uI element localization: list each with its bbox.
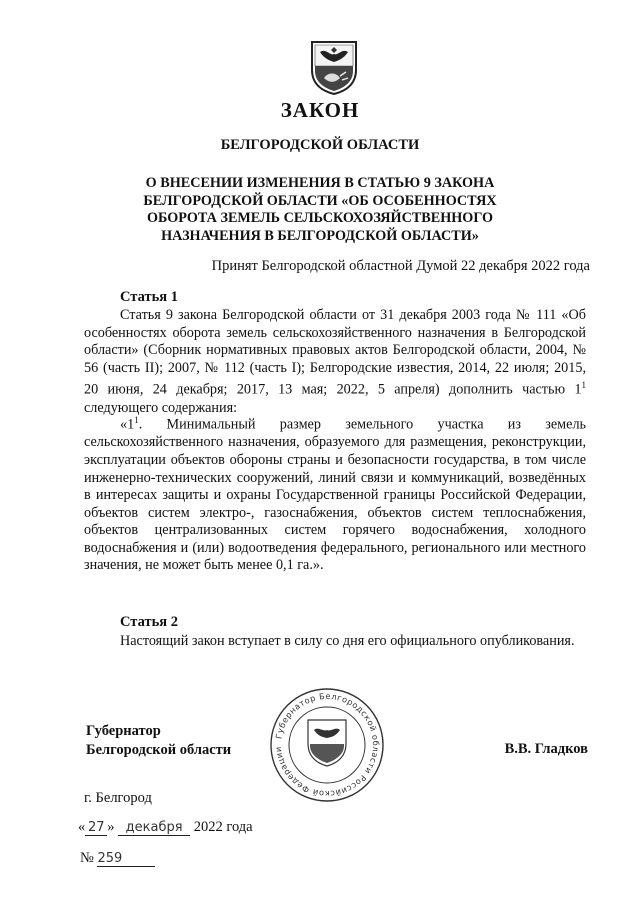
- law-heading-line: БЕЛГОРОДСКОЙ ОБЛАСТИ «ОБ ОСОБЕННОСТЯХ: [143, 192, 497, 209]
- official-seal-stamp: [268, 686, 386, 804]
- law-number-value: 259: [97, 851, 155, 867]
- superscript: 1: [581, 380, 586, 391]
- open-quote: «: [78, 819, 86, 835]
- quote-part-number: «1: [120, 416, 135, 433]
- close-quote: »: [107, 819, 115, 835]
- law-heading-line: ОБОРОТА ЗЕМЕЛЬ СЕЛЬСКОХОЗЯЙСТВЕННОГО: [146, 210, 494, 226]
- law-number: [80, 850, 155, 867]
- article-1-paragraph-2: [84, 412, 586, 575]
- document-type-title: ЗАКОН: [280, 98, 360, 122]
- law-heading-line: О ВНЕСЕНИИ ИЗМЕНЕНИЯ В СТАТЬЮ 9 ЗАКОНА: [145, 175, 495, 191]
- law-heading: [120, 175, 520, 245]
- article-1-paragraph-2-text: . Минимальный размер земельного участка из земель сельскохозяйственного назначения, образуемого для размещения, реконструкции, эксплуатации объектов обороны страны и безопасности государства, в том числе инженерно-технических сооружений, линий связи и коммуникаций, возведённых в интересах защиты и охраны Государственной границы Российской Федерации, объектов систем электро-, газоснабжения, объектов систем теплоснабжения, объектов централизованных систем горячего водоснабжения, холодного водоснабжения и (или) водоотведения федерального, регионального или местного значения, не может быть менее 0,1 га.».: [84, 416, 586, 574]
- signatory-position-line: Губернатор: [86, 723, 161, 739]
- article-1-heading: Статья 1: [120, 289, 178, 305]
- coat-of-arms-emblem: [306, 38, 362, 96]
- law-heading-line: НАЗНАЧЕНИЯ В БЕЛГОРОДСКОЙ ОБЛАСТИ»: [161, 227, 479, 244]
- svg-text:Губернатор Белгородской област: Губернатор Белгородской области Российской Федерации: [272, 690, 382, 800]
- city-of-signing: г. Белгород: [84, 790, 152, 806]
- article-1-paragraph-1-end: следующего содержания:: [84, 399, 238, 416]
- article-1-paragraph-1: [84, 307, 586, 417]
- article-2-paragraph: Настоящий закон вступает в силу со дня его официального опубликования.: [120, 633, 575, 649]
- adoption-note: Принят Белгородской областной Думой 22 декабря 2022 года: [211, 258, 590, 274]
- superscript: 1: [134, 415, 139, 425]
- article-1-paragraph-1-text: Статья 9 закона Белгородской области от 31 декабря 2003 года № 111 «Об особенностях оборота земель сельскохозяйственного назначения в Белгородской области» (Сборник нормативных правовых актов Белгородской области, 2004, № 56 (часть II); 2007, № 112 (часть I); Белгородские известия, 2014, 22 июля; 2015, 20 июня, 24 декабря; 2017, 13 мая; 2022, 5 апреля) дополнить частью 1: [84, 307, 586, 399]
- signing-date: [78, 819, 253, 836]
- signing-month: декабря: [118, 820, 190, 836]
- signatory-name: В.В. Гладков: [504, 741, 588, 757]
- signing-year: 2022 года: [193, 819, 253, 835]
- region-subtitle: БЕЛГОРОДСКОЙ ОБЛАСТИ: [220, 137, 420, 153]
- article-2-heading: Статья 2: [120, 614, 178, 630]
- signing-day: 27: [85, 820, 107, 836]
- signatory-position: [86, 722, 231, 760]
- number-label: №: [80, 850, 94, 866]
- signatory-position-line: Белгородской области: [86, 742, 232, 758]
